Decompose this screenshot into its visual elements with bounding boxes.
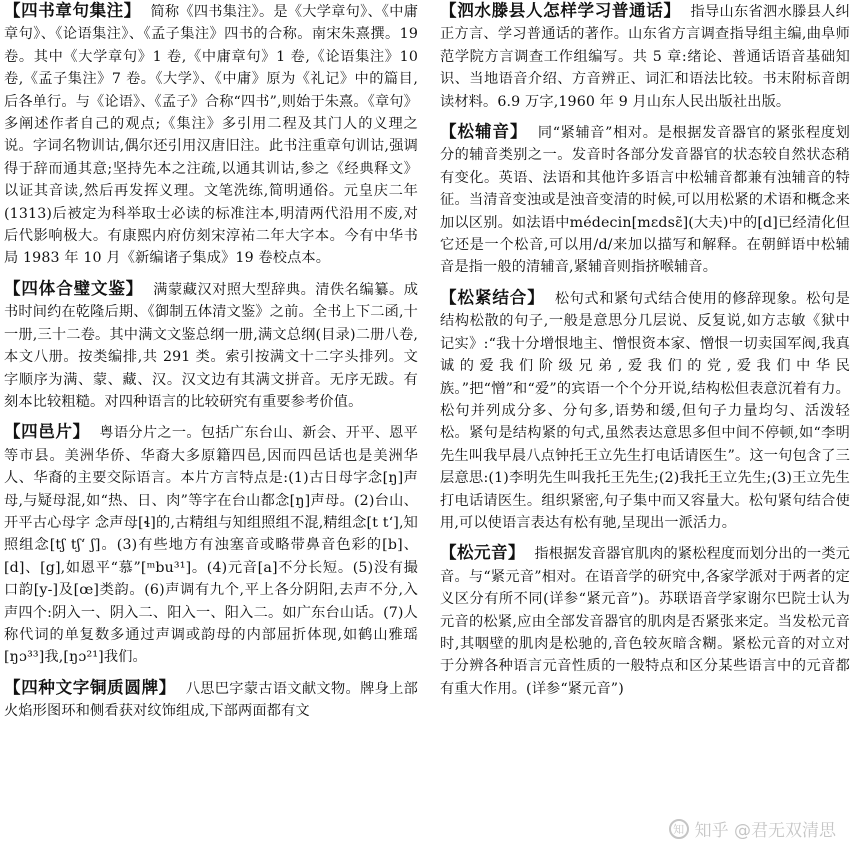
right-column <box>440 0 850 708</box>
zhihu-watermark <box>669 816 836 841</box>
dictionary-entry <box>440 121 850 279</box>
dictionary-entry <box>4 677 418 723</box>
entry-headword: 【四种文字铜质圆牌】 <box>4 677 176 697</box>
watermark-text: 知乎 @君无双清思 <box>694 821 836 841</box>
entry-headword: 【四书章句集注】 <box>4 1 141 20</box>
dictionary-entry <box>440 542 850 700</box>
entry-headword: 【松紧结合】 <box>440 287 545 307</box>
entry-definition: 八思巴字蒙古语文献文物。牌身上部火焰形图环和侧看获对纹饰组成,下部两面都有文 <box>4 680 419 720</box>
entry-headword: 【松元音】 <box>440 543 526 563</box>
entry-definition: 松句式和紧句式结合使用的修辞现象。松句是结构松散的句子,一般是意思分几层说、反复说,如方志敏《狱中记实》:“我十分增恨地主、憎恨资本家、憎恨一切卖国军阀,我真诚的爱我们阶级兄弟,爱我们的党,爱我们中华民族。”把“憎”和“爱”的宾语一个个分开说,结构松但表意沉着有力。松句并列成分多、分句多,语势和缓,但句子力量均匀、活泼轻松。紧句是结构紧的句式,虽然表达意思多但中间不停顿,如“李明先生叫我早晨八点钟托王立先生打电话请医生”。这一句包含了三层意思:(1)李明先生叫我托王先生;(2)我托王立先生;(3)王立先生打电话请医生。组织紧密,句子集中而又容量大。松句紧句结合使用,可以使语言表达有松有驰,呈现出一派活力。 <box>440 290 851 531</box>
zhihu-logo-icon: 知 <box>669 819 689 839</box>
entry-definition: 满蒙藏汉对照大型辞典。清佚名编纂。成书时间约在乾隆后期、《御制五体清文鉴》之前。全书上下二函,十一册,三十二卷。其中满文文鉴总纲一册,满文总纲(目录)二册八卷,本文八册。按类编排,共 291 类。索引按满文十二字头排列。文字顺序为满、蒙、藏、汉。汉文边有其满文拼音。无序无跋。有刻本比较粗糙。对四种语言的比较研究有重要参考价值。 <box>4 281 419 410</box>
dictionary-entry <box>440 0 850 113</box>
dictionary-entry <box>4 278 418 413</box>
entry-headword: 【泗水滕县人怎样学习普通话】 <box>440 1 681 20</box>
dictionary-entry <box>4 0 418 270</box>
entry-definition: 简称《四书集注》。是《大学章句》、《中庸章句》、《论语集注》、《孟子集注》四书的合称。南宋朱熹撰。19 卷。其中《大学章句》1 卷,《中庸章句》1 卷,《论语集注》10 卷,《孟子集注》7 卷。《大学》、《中庸》原为《礼记》中的篇目,后各单行。与《论语》、《孟子》合称“四书”,则始于朱熹。《章句》多阐述作者自己的观点;《集注》多引用二程及其门人的义理之说。字词名物训诂,偶尔还引用汉唐旧注。此书注重章句训诂,强调得于辞而通其意;坚持先本之注疏,以通其训诂,参之《经典释文》以证其音读,然后再发挥义理。文笔洗练,简明通俗。元皇庆二年(1313)后被定为科举取士必读的标准注本,明清两代沿用不废,对后代影响极大。有康熙内府仿刻宋淳祐二年大字本。今有中华书局 1983 年 10 月《新编诸子集成》19 卷校点本。 <box>4 4 419 267</box>
dictionary-entry <box>440 287 850 534</box>
entry-headword: 【四邑片】 <box>4 422 90 442</box>
entry-headword: 【四体合璧文鉴】 <box>4 278 144 298</box>
entry-definition: 指导山东省泗水滕县人纠正方言、学习普通话的著作。山东省方言调查指导组主编,曲阜师范学院方言调查工作组编写。共 5 章:绪论、普通话语音基础知识、当地语音介绍、方音辨正、词汇和语法比较。书末附标音朗读材料。6.9 万字,1960 年 9 月山东人民出版社出版。 <box>440 4 851 110</box>
dictionary-entry <box>4 421 418 668</box>
entry-headword: 【松辅音】 <box>440 122 528 142</box>
left-column <box>4 0 418 731</box>
entry-definition: 粤语分片之一。包括广东台山、新会、开平、恩平等市县。美洲华侨、华裔大多原籍四邑,因而四邑话也是美洲华人、华裔的主要交际语言。本片方言特点是:(1)古日母字念[ŋ]声母,与疑母混,如“热、日、肉”等字在台山都念[ŋ]声母。(2)台山、开平古心母字 念声母[ɬ]的,古精组与知组照组不混,精组念[t tʻ],知照组念[tʃ tʃʻ ʃ]。(3)有些地方有浊塞音或略带鼻音色彩的[b]、[d]、[g],如恩平“慕”[ᵐbu³¹]。(4)元音[a]不分长短。(5)没有撮口韵[y-]及[œ]类韵。(6)声调有九个,平上各分阴阳,去声不分,入声四个:阴入一、阴入二、阳入一、阳入二。如广东台山话。(7)人称代词的单复数多通过声调或韵母的内部屈折体现,如鹤山雅瑶[ŋɔ³³]我,[ŋɔ²¹]我们。 <box>4 425 419 666</box>
entry-definition: 指根据发音器官肌肉的紧松程度而划分出的一类元音。与“紧元音”相对。在语音学的研究中,各家学派对于两者的定义区分有所不同(详参“紧元音”)。苏联语音学家谢尔巴院士认为元音的松紧,应由全部发音器官的肌肉是否紧张来定。当发松元音时,其咽壁的肌肉是松驰的,音色较灰暗含糊。紧松元音的对立对于分辨各种语言元音性质的一般特点和区分某些语言中的元音都有重大作用。(详参“紧元音”) <box>440 546 851 697</box>
entry-definition: 同“紧辅音”相对。是根据发音器官的紧张程度划分的辅音类别之一。发音时各部分发音器官的状态较自然状态稍有变化。英语、法语和其他许多语言中松辅音都兼有浊辅音的特征。当清音变浊或是浊音变清的时候,可以用松紧的术语和概念来加以区别。如法语中médecin[mɛdsɛ̃](大夫)中的[d]已经清化但它还是一个松音,可以用/d/来加以描写和解释。在朝鲜语中松辅音是指一般的清辅音,紧辅音则指挤喉辅音。 <box>440 125 851 276</box>
